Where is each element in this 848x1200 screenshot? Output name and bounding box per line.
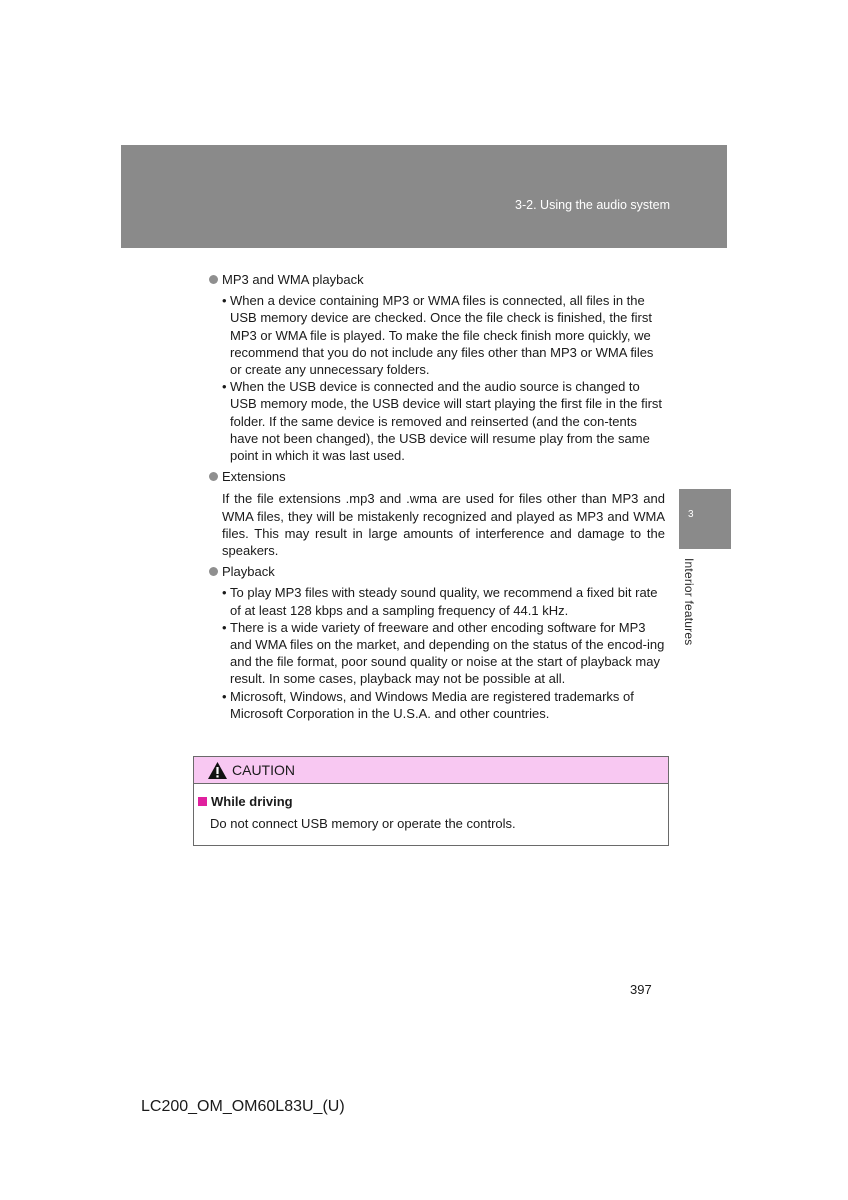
chapter-tab [679, 489, 731, 549]
caution-text: Do not connect USB memory or operate the controls. [210, 816, 516, 831]
list-item: • There is a wide variety of freeware and other encoding software for MP3 and WMA files on the market, and depending on the status of the encod-ing and the file format, poor sound quality or noise at the start of playback may result. In some cases, playback may not be possible at all. [222, 619, 665, 688]
extensions-paragraph: If the file extensions .mp3 and .wma are used for files other than MP3 and WMA files, they will be mistakenly recognized and played as MP3 and WMA files. This may result in large amounts of interference and damage to the speakers. [222, 491, 665, 559]
caution-subheading [198, 794, 668, 809]
page-number: 397 [630, 982, 652, 997]
caution-header [194, 757, 668, 784]
bullet-list-playback [209, 584, 665, 722]
topic-heading-extensions [209, 468, 665, 485]
caution-body [194, 784, 668, 831]
main-content [209, 270, 665, 722]
warning-triangle-icon [207, 761, 228, 780]
chapter-label: Interior features [682, 558, 696, 646]
topic-heading-mp3 [209, 271, 665, 288]
circle-bullet-icon [209, 567, 218, 576]
caution-box [193, 756, 669, 846]
bullet-list-mp3 [209, 292, 665, 464]
magenta-square-icon [198, 797, 207, 806]
footer-code: LC200_OM_OM60L83U_(U) [141, 1098, 345, 1115]
topic-title: Extensions [222, 469, 286, 485]
circle-bullet-icon [209, 275, 218, 284]
topic-title: Playback [222, 564, 275, 580]
list-item: • When the USB device is connected and the audio source is changed to USB memory mode, the USB device will start playing the first file in the first folder. If the same device is removed and reinserted (and the con-tents have not been changed), the USB device will resume play from the same point in which it was last used. [222, 378, 665, 464]
topic-title: MP3 and WMA playback [222, 272, 364, 287]
circle-bullet-icon [209, 472, 218, 481]
caution-subheading-text: While driving [211, 794, 293, 809]
header-band [121, 145, 727, 248]
topic-heading-playback [209, 563, 665, 580]
chapter-number: 3 [688, 509, 694, 520]
list-item: • When a device containing MP3 or WMA files is connected, all files in the USB memory device are checked. Once the file check is finished, the first MP3 or WMA file is played. To make the file check finish more quickly, we recommend that you do not include any files other than MP3 or WMA files or create any unnecessary folders. [222, 292, 665, 378]
caution-heading: CAUTION [232, 762, 295, 778]
list-item: • Microsoft, Windows, and Windows Media are registered trademarks of Microsoft Corporation in the U.S.A. and other countries. [222, 688, 665, 722]
list-item: • To play MP3 files with steady sound quality, we recommend a fixed bit rate of at least 128 kbps and a sampling frequency of 44.1 kHz. [222, 584, 665, 618]
section-title: 3-2. Using the audio system [515, 198, 670, 212]
